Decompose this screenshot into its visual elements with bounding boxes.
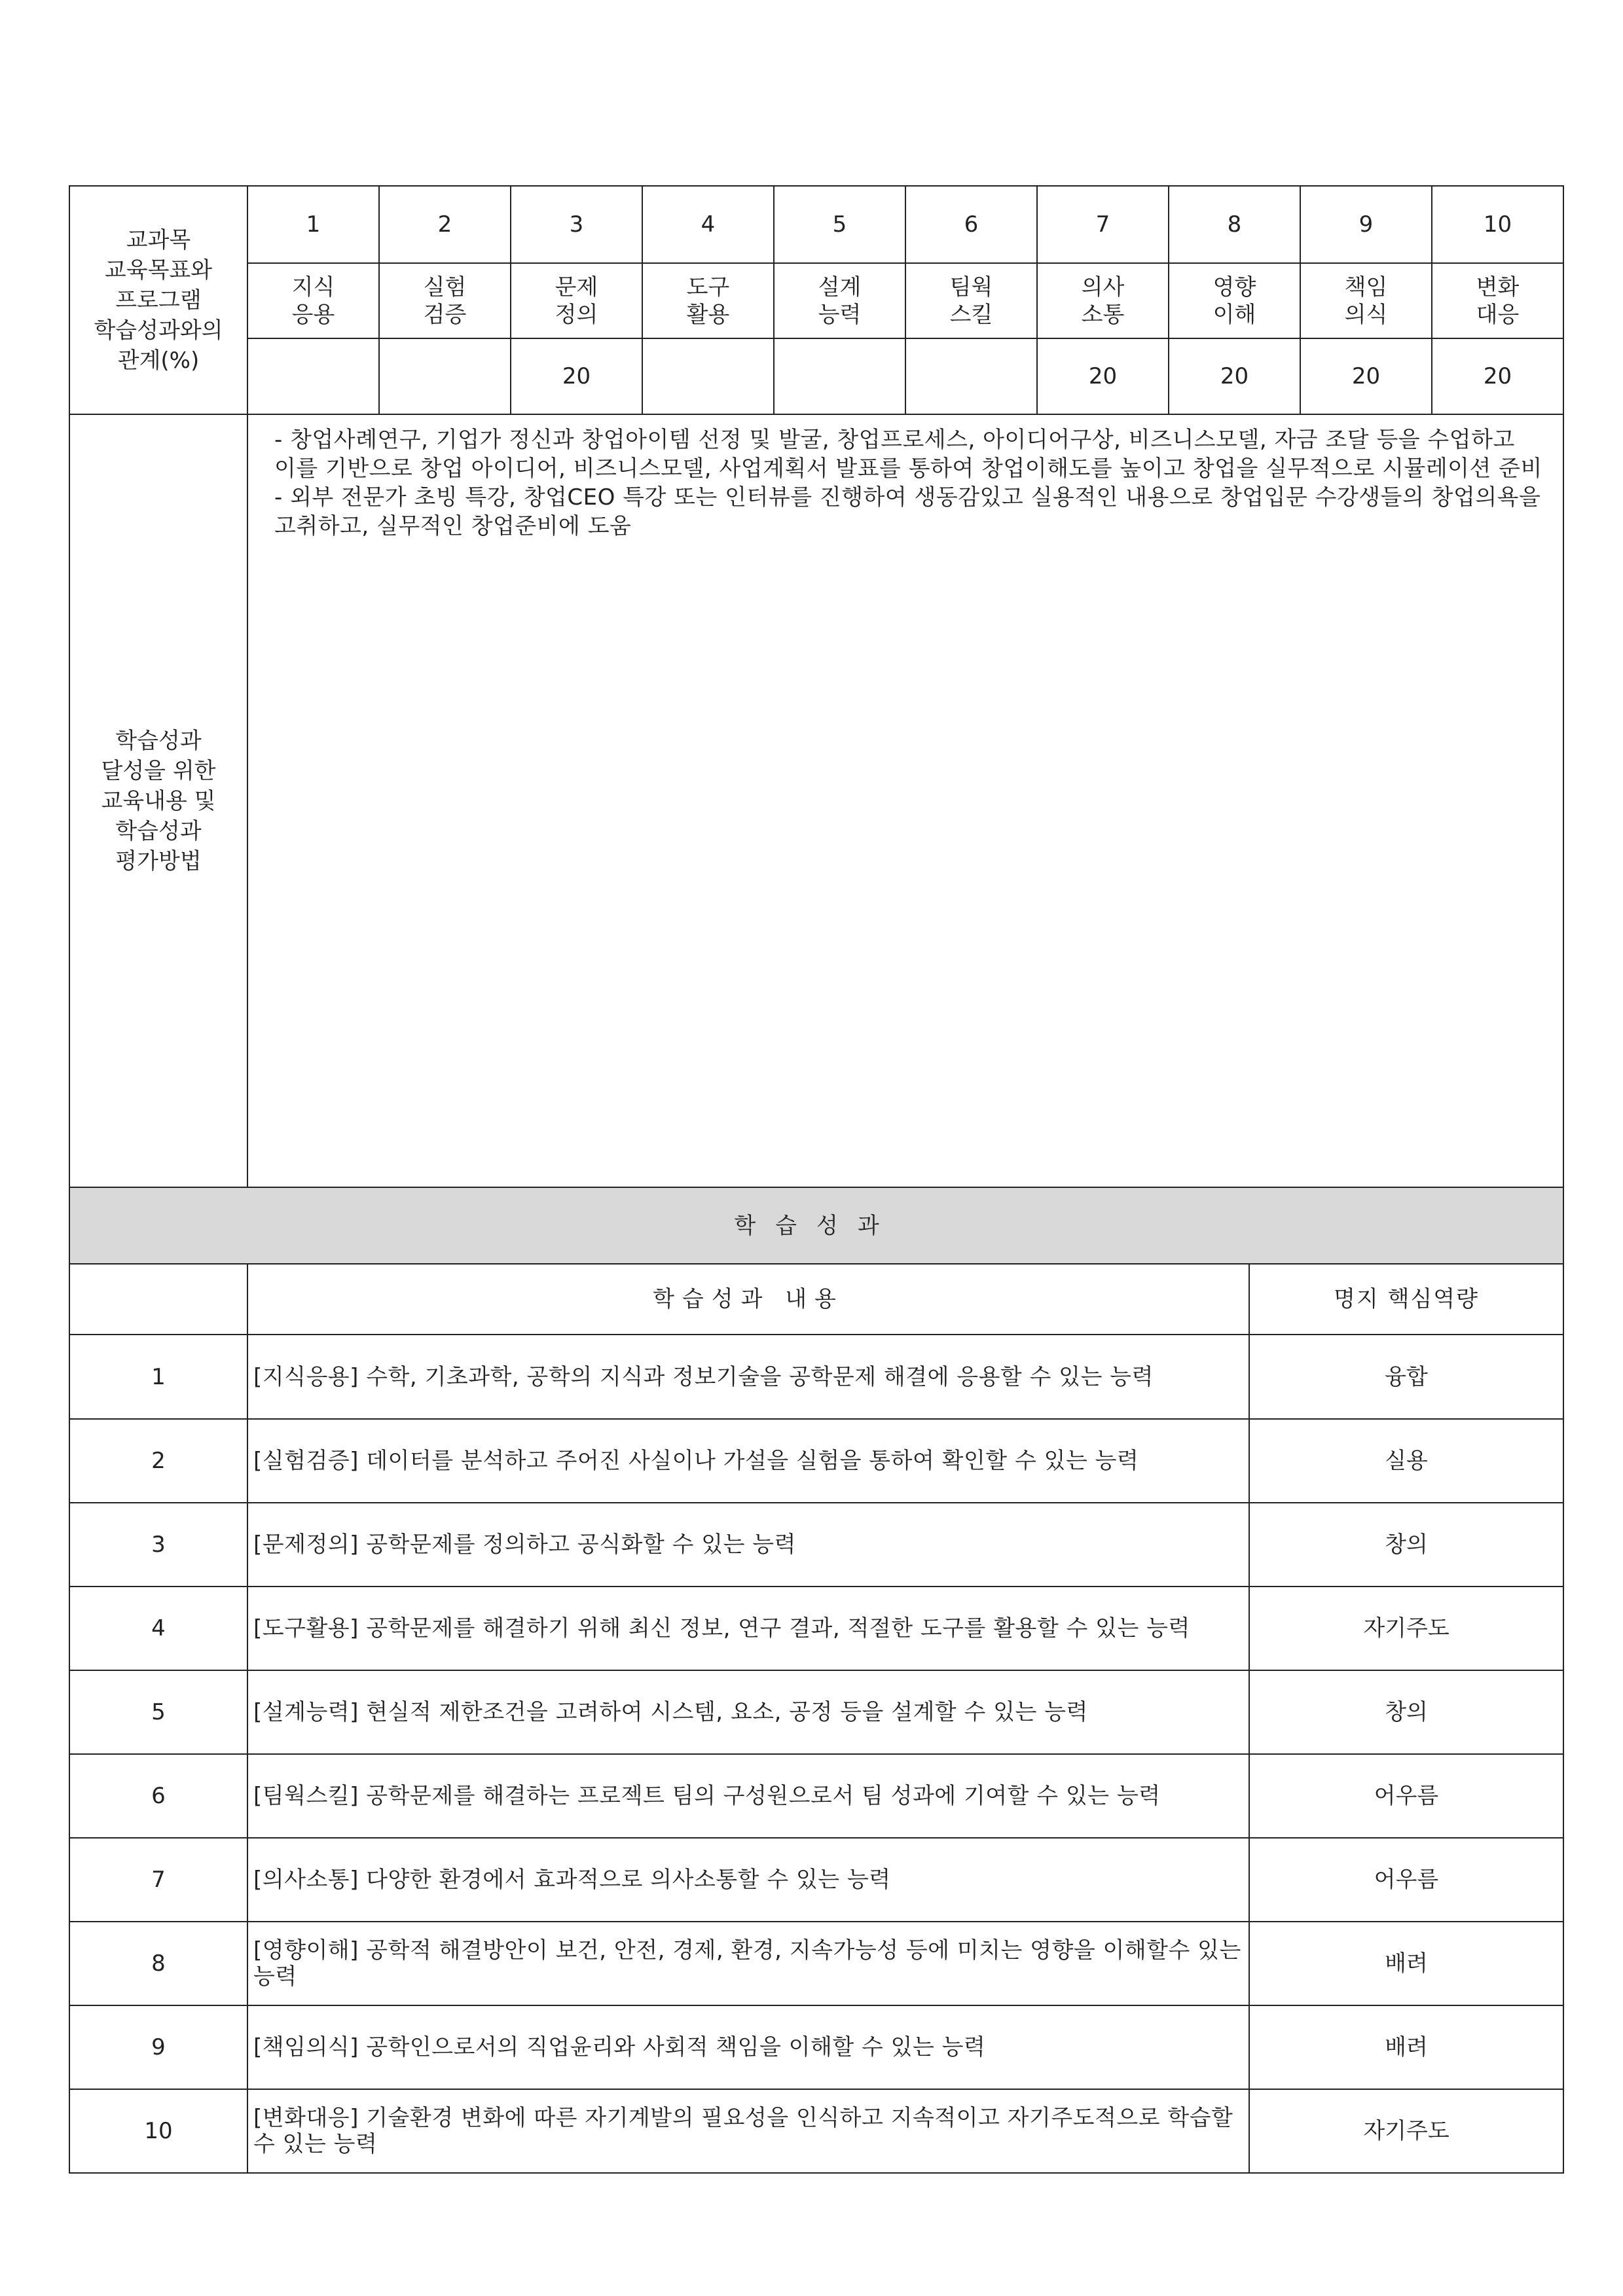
row-number: 2 <box>69 1419 247 1503</box>
row-number: 4 <box>69 1587 247 1670</box>
row-number: 1 <box>69 1335 247 1419</box>
outcome-name: 책임 의식 <box>1300 263 1432 338</box>
table-row <box>69 2005 1563 2089</box>
row-description: [지식응용] 수학, 기초과학, 공학의 지식과 정보기술을 공학문제 해결에 응용할 수 있는 능력 <box>247 1335 1249 1419</box>
table-row <box>69 1922 1563 2005</box>
outcome-name: 실험 검증 <box>379 263 511 338</box>
row-number: 5 <box>69 1670 247 1754</box>
outcome-number: 8 <box>1169 186 1300 263</box>
outcome-number: 7 <box>1037 186 1169 263</box>
row-competency: 자기주도 <box>1249 1587 1563 1670</box>
outcome-percent: 20 <box>1037 338 1169 414</box>
header-competency: 명지 핵심역량 <box>1249 1264 1563 1335</box>
outcomes-banner: 학습성과 <box>69 1187 1563 1264</box>
row-number: 9 <box>69 2005 247 2089</box>
row-competency: 배려 <box>1249 2005 1563 2089</box>
education-content-row <box>69 414 1563 1187</box>
outcome-number: 5 <box>774 186 905 263</box>
outcome-name: 설계 능력 <box>774 263 905 338</box>
outcome-percent <box>642 338 774 414</box>
outcome-number: 3 <box>511 186 642 263</box>
education-paragraph: - 외부 전문가 초빙 특강, 창업CEO 특강 또는 인터뷰를 진행하여 생동감있고 실용적인 내용으로 창업입문 수강생들의 창업의욕을 고취하고, 실무적인 창업준비에 도움 <box>274 484 1541 539</box>
row-number: 3 <box>69 1503 247 1587</box>
row-competency: 자기주도 <box>1249 2089 1563 2173</box>
outcome-percent: 20 <box>1432 338 1563 414</box>
header-content: 학습성과 내용 <box>247 1264 1249 1335</box>
table-row <box>69 1670 1563 1754</box>
outcome-number: 4 <box>642 186 774 263</box>
outcome-percent-row <box>69 338 1563 414</box>
row-number: 8 <box>69 1922 247 2005</box>
outcome-number-row <box>69 186 1563 263</box>
outcome-name: 영향 이해 <box>1169 263 1300 338</box>
table-row <box>69 1587 1563 1670</box>
outcome-name: 문제 정의 <box>511 263 642 338</box>
row-description: [실험검증] 데이터를 분석하고 주어진 사실이나 가설을 실험을 통하여 확인할 수 있는 능력 <box>247 1419 1249 1503</box>
table-row <box>69 1754 1563 1838</box>
table-row <box>69 1838 1563 1922</box>
row-competency: 배려 <box>1249 1922 1563 2005</box>
outcome-name: 팀웍 스킬 <box>905 263 1037 338</box>
row-description: [문제정의] 공학문제를 정의하고 공식화할 수 있는 능력 <box>247 1503 1249 1587</box>
relation-row-label: 교과목 교육목표와 프로그램 학습성과와의 관계(%) <box>69 186 247 414</box>
relation-table <box>69 185 1564 1188</box>
outcome-number: 6 <box>905 186 1037 263</box>
outcome-percent: 20 <box>511 338 642 414</box>
row-description: [팀웍스킬] 공학문제를 해결하는 프로젝트 팀의 구성원으로서 팀 성과에 기여할 수 있는 능력 <box>247 1754 1249 1838</box>
row-number: 6 <box>69 1754 247 1838</box>
outcome-name-row <box>69 263 1563 338</box>
row-competency: 어우름 <box>1249 1754 1563 1838</box>
table-row <box>69 2089 1563 2173</box>
outcome-number: 10 <box>1432 186 1563 263</box>
row-competency: 실용 <box>1249 1419 1563 1503</box>
row-description: [도구활용] 공학문제를 해결하기 위해 최신 정보, 연구 결과, 적절한 도구를 활용할 수 있는 능력 <box>247 1587 1249 1670</box>
outcomes-table <box>69 1187 1564 2174</box>
row-description: [영향이해] 공학적 해결방안이 보건, 안전, 경제, 환경, 지속가능성 등에 미치는 영향을 이해할수 있는 능력 <box>247 1922 1249 2005</box>
row-number: 7 <box>69 1838 247 1922</box>
table-row <box>69 1335 1563 1419</box>
outcome-number: 9 <box>1300 186 1432 263</box>
outcome-name: 변화 대응 <box>1432 263 1563 338</box>
outcome-name: 지식 응용 <box>247 263 379 338</box>
table-row <box>69 1503 1563 1587</box>
education-content <box>247 414 1563 1187</box>
row-competency: 융합 <box>1249 1335 1563 1419</box>
outcome-percent: 20 <box>1169 338 1300 414</box>
outcome-number: 2 <box>379 186 511 263</box>
row-description: [변화대응] 기술환경 변화에 따른 자기계발의 필요성을 인식하고 지속적이고 자기주도적으로 학습할 수 있는 능력 <box>247 2089 1249 2173</box>
outcome-number: 1 <box>247 186 379 263</box>
outcome-percent <box>379 338 511 414</box>
education-row-label: 학습성과 달성을 위한 교육내용 및 학습성과 평가방법 <box>69 414 247 1187</box>
outcomes-header-row <box>69 1264 1563 1335</box>
row-description: [책임의식] 공학인으로서의 직업윤리와 사회적 책임을 이해할 수 있는 능력 <box>247 2005 1249 2089</box>
header-blank <box>69 1264 247 1335</box>
row-description: [의사소통] 다양한 환경에서 효과적으로 의사소통할 수 있는 능력 <box>247 1838 1249 1922</box>
outcome-percent <box>774 338 905 414</box>
outcome-percent: 20 <box>1300 338 1432 414</box>
row-competency: 창의 <box>1249 1503 1563 1587</box>
row-number: 10 <box>69 2089 247 2173</box>
outcome-percent <box>247 338 379 414</box>
education-paragraph: - 창업사례연구, 기업가 정신과 창업아이템 선정 및 발굴, 창업프로세스, 아이디어구상, 비즈니스모델, 자금 조달 등을 수업하고 이를 기반으로 창업 아이디어, 비즈니스모델, 사업계획서 발표를 통하여 창업이해도를 높이고 창업을 실무적으로 시뮬레이션 준비 <box>274 427 1542 482</box>
row-competency: 창의 <box>1249 1670 1563 1754</box>
row-competency: 어우름 <box>1249 1838 1563 1922</box>
table-row <box>69 1419 1563 1503</box>
row-description: [설계능력] 현실적 제한조건을 고려하여 시스템, 요소, 공정 등을 설계할 수 있는 능력 <box>247 1670 1249 1754</box>
outcome-percent <box>905 338 1037 414</box>
outcome-name: 도구 활용 <box>642 263 774 338</box>
outcome-name: 의사 소통 <box>1037 263 1169 338</box>
